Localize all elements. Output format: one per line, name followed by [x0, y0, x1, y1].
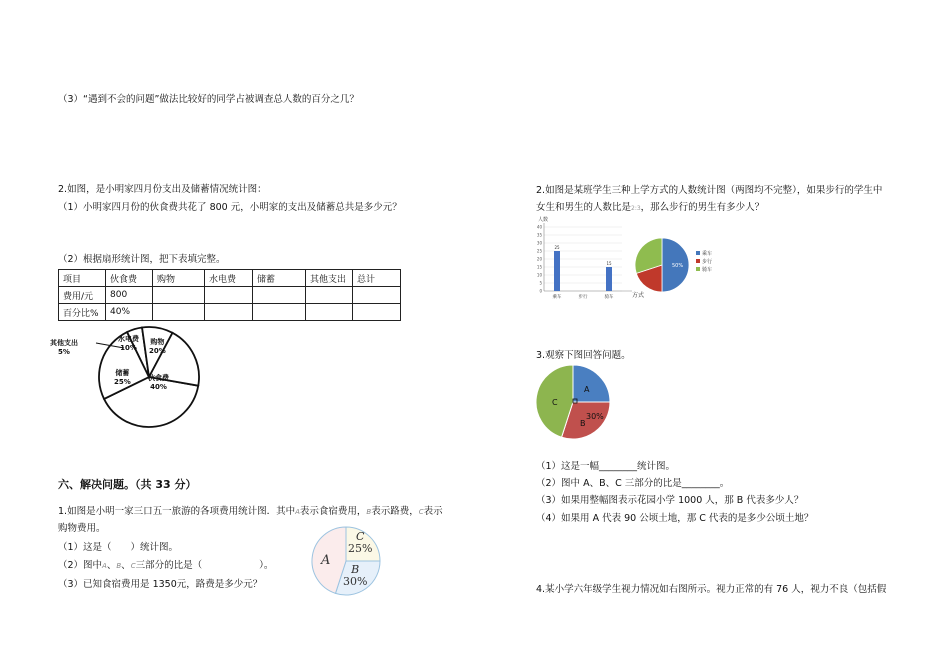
r-question-2-line-2: [536, 199, 764, 213]
r-question-3-part-2: （2）图中 A、B、C 三部分的比是________。: [536, 478, 730, 489]
y-tick-label: 10: [536, 272, 542, 278]
text: ，那么步行的男生有多少人？: [640, 202, 765, 213]
table-cell: 其他支出: [306, 270, 353, 287]
pie-label-name: 购物: [150, 338, 165, 346]
table-cell: 项目: [59, 270, 106, 287]
pie2-label-b: [343, 564, 367, 588]
x-tick-label: 步行: [578, 295, 588, 300]
pie-label-pct: 10%: [120, 344, 137, 352]
y-tick-label: 20: [536, 256, 542, 262]
y-tick-label: 0: [539, 288, 542, 294]
pie2-c-name: C: [356, 530, 365, 543]
x-tick-label: 骑车: [604, 295, 614, 300]
symbol-a: A: [102, 562, 107, 570]
s6-question-1-part-3: （3）已知食宿费用是 1350元，路费是多少元？: [58, 579, 263, 590]
table-cell: [353, 287, 401, 304]
pie-label-pct: 5%: [58, 348, 70, 356]
bar-value-label: 15: [606, 261, 612, 266]
legend-swatch: [696, 259, 700, 263]
symbol-b: B: [366, 508, 372, 516]
pie-label-name: 水电费: [118, 335, 139, 343]
ratio: 2:3: [631, 205, 641, 212]
table-cell: 水电费: [205, 270, 253, 287]
text: 三部分的比是（ ）。: [135, 560, 274, 571]
table-row: [59, 304, 401, 321]
y-tick-label: 5: [539, 280, 542, 286]
table-cell: 伙食费: [106, 270, 153, 287]
s6-question-1-line-1: [58, 503, 443, 517]
pie2-label-a: A: [321, 553, 331, 568]
pie-label-utilities: [118, 335, 139, 353]
pie-label-name: 伙食费: [148, 374, 169, 382]
abc-pie-chart: [535, 364, 619, 448]
table-cell: 购物: [153, 270, 205, 287]
table-cell: 费用/元: [59, 287, 106, 304]
r-question-4: 4.某小学六年级学生视力情况如右图所示。视力正常的有 76 人，视力不良（包括假: [536, 584, 887, 595]
text: 表示食宿费用，: [299, 506, 367, 517]
text: 表示路费，: [371, 506, 419, 517]
table-cell: [253, 287, 306, 304]
symbol-c: C: [130, 562, 136, 570]
pie3-label-a: A: [584, 385, 590, 394]
s6-question-1-part-2: [58, 557, 273, 571]
bar: [606, 267, 612, 291]
bar: [554, 251, 560, 291]
pie-label-pct: 40%: [150, 383, 167, 391]
section-6-heading: 六、解决问题。（共 33 分）: [58, 478, 197, 491]
table-cell: [306, 304, 353, 321]
table-cell: 40%: [106, 304, 153, 321]
text: 1.如图是小明一家三口五一旅游的各项费用统计图．其中: [58, 506, 296, 517]
legend-swatch: [696, 251, 700, 255]
r-question-3-part-3: （3）如果用整幅图表示花园小学 1000 人，那 B 代表多少人？: [536, 495, 804, 506]
legend-label: 乘车: [702, 251, 713, 257]
table-cell: 总计: [353, 270, 401, 287]
pie2-b-pct: 30%: [343, 575, 368, 588]
pie-label-name: 储蓄: [115, 369, 130, 377]
y-tick-label: 40: [536, 224, 542, 230]
pie-label-pct: 20%: [149, 347, 166, 355]
table-cell: [353, 304, 401, 321]
commute-pie-chart: [634, 234, 744, 298]
table-row: [59, 270, 401, 287]
y-tick-label: 35: [536, 232, 542, 238]
bar-value-label: 25: [554, 245, 560, 250]
y-tick-label: 15: [536, 264, 542, 270]
pie2-label-c: [348, 531, 372, 555]
text: 女生和男生的人数比是: [536, 202, 632, 213]
question-2-title: 2.如图，是小明家四月份支出及储蓄情况统计图：: [58, 184, 267, 195]
y-tick-label: 25: [536, 248, 542, 254]
pie3-label-c: C: [552, 398, 558, 407]
question-3-text: （3）“遇到不会的问题”做法比较好的同学占被调查总人数的百分之几？: [58, 94, 359, 105]
symbol-b: B: [116, 562, 122, 570]
symbol-c: C: [418, 508, 424, 516]
pie-label-other: [50, 339, 78, 357]
y-tick-label: 30: [536, 240, 542, 246]
r-question-3-part-4: （4）如果用 A 代表 90 公顷土地，那 C 代表的是多少公顷土地？: [536, 513, 814, 524]
commute-bar-chart: [530, 213, 645, 303]
r-question-3-title: 3.观察下图回答问题。: [536, 350, 631, 361]
table-cell: 800: [106, 287, 153, 304]
legend-label: 骑车: [702, 267, 713, 273]
table-row: [59, 287, 401, 304]
text: 、: [106, 560, 117, 571]
symbol-a: A: [295, 508, 300, 516]
table-cell: 储蓄: [253, 270, 306, 287]
legend-label: 步行: [702, 259, 713, 265]
expense-table: [58, 269, 401, 321]
pie-label-name: 其他支出: [50, 339, 78, 347]
x-axis-label: 方式: [632, 292, 645, 299]
table-cell: [306, 287, 353, 304]
pie3-label-pct: 30%: [586, 412, 604, 421]
r-question-3-part-1: （1）这是一幅________统计图。: [536, 461, 676, 472]
table-cell: [205, 304, 253, 321]
table-cell: [205, 287, 253, 304]
s6-question-1-part-1: （1）这是（ ）统计图。: [58, 542, 179, 553]
pie-label-savings: [114, 369, 131, 387]
table-cell: [253, 304, 306, 321]
pie-label-food: [148, 374, 169, 392]
pie-label-shopping: [149, 338, 166, 356]
question-2-part-1: （1）小明家四月份的伙食费共花了 800 元，小明家的支出及储蓄总共是多少元？: [58, 202, 402, 213]
legend-swatch: [696, 267, 700, 271]
text: 表示: [423, 506, 443, 517]
y-axis-label: 人数: [538, 217, 549, 223]
pie-inner-label: 50%: [672, 263, 684, 269]
table-cell: [153, 304, 205, 321]
text: （2）图中: [58, 560, 103, 571]
text: 、: [121, 560, 131, 571]
r-question-2-line-1: 2.如图是某班学生三种上学方式的人数统计图（两图均不完整），如果步行的学生中: [536, 185, 883, 196]
pie2-b-name: B: [351, 563, 360, 576]
table-cell: 百分比%: [59, 304, 106, 321]
question-2-part-2: （2）根据扇形统计图，把下表填完整。: [58, 254, 226, 265]
pie3-label-b: B: [580, 419, 586, 428]
x-tick-label: 乘车: [552, 295, 562, 300]
pie-slice-A: [573, 365, 610, 402]
table-cell: [153, 287, 205, 304]
s6-question-1-line-2: 购物费用。: [58, 523, 106, 534]
pie2-c-pct: 25%: [348, 542, 373, 555]
pie-label-pct: 25%: [114, 378, 131, 386]
